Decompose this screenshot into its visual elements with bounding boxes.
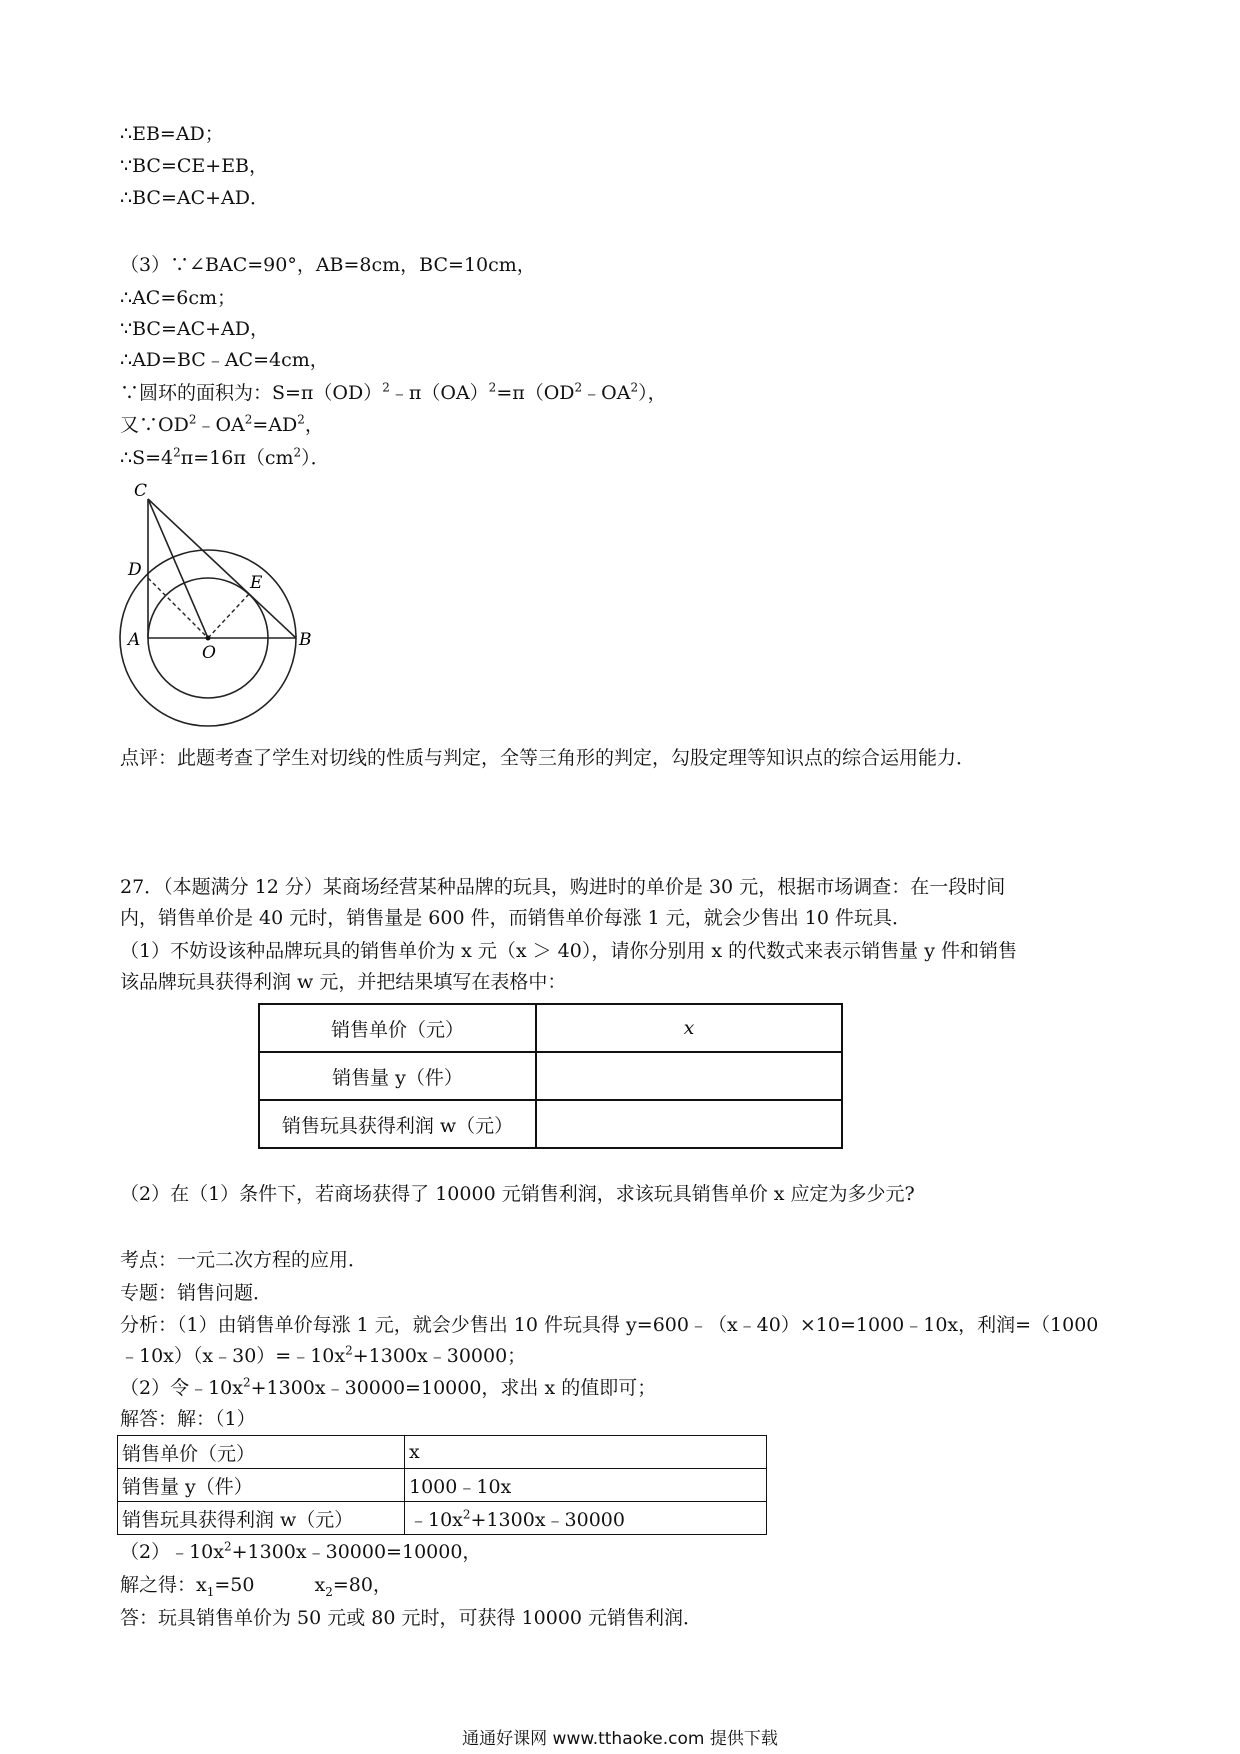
table-cell: 销售玩具获得利润 w（元） [118, 1502, 405, 1535]
analysis-line: （2）令$﹣10x^2+1300x﹣30000=10000$，求出 x 的值即可； [120, 1375, 657, 1399]
answer-line: 答：玩具销售单价为 50 元或 80 元时，可获得 10000 元销售利润． [120, 1607, 703, 1629]
segment-od [148, 578, 208, 638]
segment-cb [148, 499, 296, 638]
proof-line: ∵BC=AC+AD， [120, 318, 269, 340]
table-row [118, 1469, 767, 1502]
label-e: E [250, 573, 263, 593]
table-cell: 销售量 y（件） [118, 1469, 405, 1502]
proof-line: ∴AD=BC﹣AC=4cm， [120, 349, 329, 371]
proof-line: （3）∵∠BAC=90°，AB=8cm，BC=10cm， [120, 254, 536, 276]
segment-co [148, 499, 208, 638]
proof-line: $\therefore S=4^2\pi=16\pi(cm^2)$． [120, 445, 330, 469]
analysis-line: $﹣10x)(x﹣30)=﹣10x^2+1300x﹣30000$； [120, 1343, 527, 1367]
question-line: 内，销售单价是 40 元时，销售量是 600 件，而销售单价每涨 1 元，就会少售出 10 件玩具． [120, 907, 912, 929]
table-cell: 销售量 y（件） [259, 1052, 536, 1100]
table-cell [536, 1052, 842, 1100]
analysis-line: 解之得：$x_1=50$ $x_2=80$， [120, 1574, 392, 1599]
question-line: 27．（本题满分 12 分）某商场经营某种品牌的玩具，购进时的单价是 30 元，根据市场调查：在一段时间 [120, 876, 1006, 898]
analysis-line: 解答：解：（1） [120, 1408, 256, 1430]
proof-line: 又$\because OD^2﹣OA^2=AD^2$， [120, 412, 324, 436]
question-line: （2）在（1）条件下，若商场获得了 10000 元销售利润，求该玩具销售单价 x 应定为多少元? [120, 1183, 915, 1205]
table-row [259, 1100, 842, 1148]
table-cell: $﹣10x^2+1300x﹣30000$ [405, 1502, 767, 1535]
analysis-line: $(2)﹣10x^2+1300x﹣30000=10000$， [120, 1539, 482, 1563]
page-footer: 通通好课网 www.tthaoke.com 提供下载 [462, 1729, 778, 1749]
proof-line: ∴EB=AD； [120, 123, 224, 145]
question-line: （1）不妨设该种品牌玩具的销售单价为 x 元（x ＞ 40），请你分别用 x 的代数式来表示销售量 y 件和销售 [120, 940, 1017, 962]
proof-line: ∵圆环的面积为：$S=\pi(OD)^2﹣\pi(OA)^2=\pi(OD^2﹣OA^2)$， [120, 380, 667, 404]
geometry-figure [112, 482, 322, 732]
label-b: B [299, 630, 312, 650]
table-cell: x [536, 1004, 842, 1052]
proof-line: ∵BC=CE+EB， [120, 155, 269, 177]
table-cell: 1000﹣10x [405, 1469, 767, 1502]
table-cell [536, 1100, 842, 1148]
label-a: A [128, 630, 141, 650]
label-o: O [202, 643, 216, 663]
label-c: C [134, 482, 148, 501]
comment-text: 点评：此题考查了学生对切线的性质与判定，全等三角形的判定，勾股定理等知识点的综合运用能力． [120, 747, 976, 769]
table-cell: x [405, 1436, 767, 1469]
table-cell: 销售单价（元） [259, 1004, 536, 1052]
question-line: 该品牌玩具获得利润 w 元，并把结果填写在表格中： [120, 971, 567, 993]
table-cell: 销售玩具获得利润 w（元） [259, 1100, 536, 1148]
table-row [259, 1004, 842, 1052]
analysis-line: 专题：销售问题． [120, 1282, 273, 1304]
label-d: D [128, 560, 142, 580]
table-row [118, 1436, 767, 1469]
table-row [118, 1502, 767, 1535]
answer-table [117, 1435, 767, 1535]
analysis-line: 分析：（1）由销售单价每涨 1 元，就会少售出 10 件玩具得 y=600﹣（x﹣40）×10=1000﹣10x，利润=（1000 [120, 1314, 1099, 1336]
segment-oe [208, 594, 249, 638]
table-row [259, 1052, 842, 1100]
proof-line: ∴BC=AC+AD． [120, 187, 269, 209]
analysis-line: 考点：一元二次方程的应用． [120, 1249, 368, 1271]
question-table [258, 1003, 843, 1149]
table-cell: 销售单价（元） [118, 1436, 405, 1469]
proof-line: ∴AC=6cm； [120, 287, 237, 309]
center-point [206, 636, 211, 641]
